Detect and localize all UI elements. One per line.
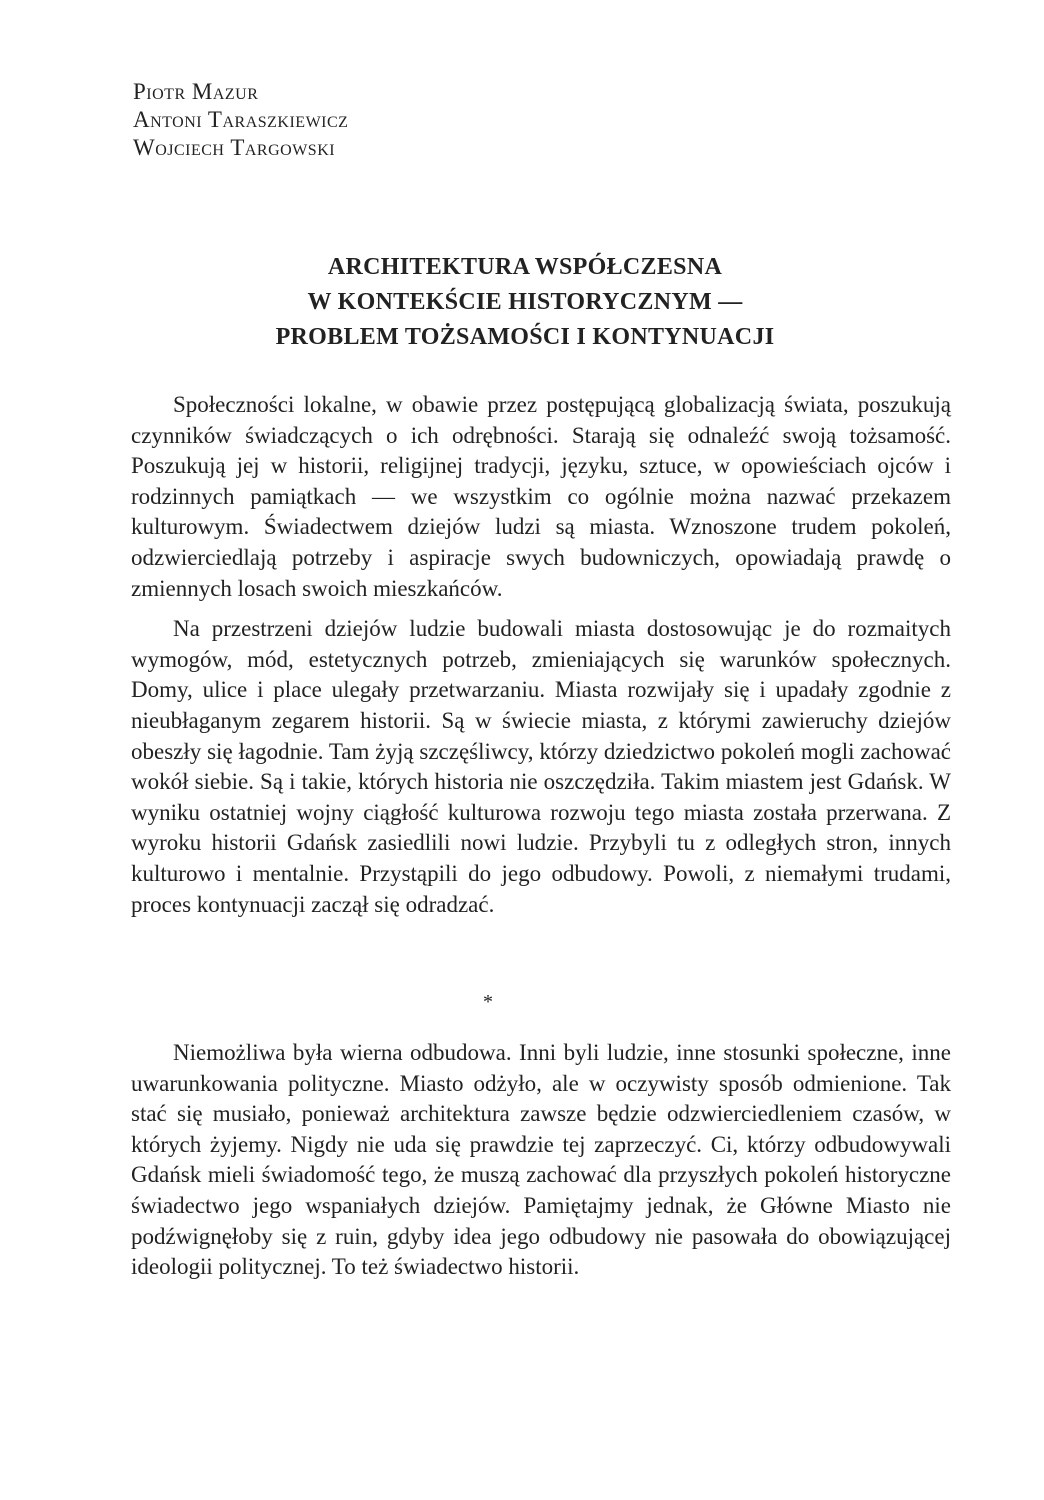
author-name: Antoni Taraszkiewicz <box>133 107 349 132</box>
section-separator: * <box>483 991 493 1013</box>
article-title <box>150 250 900 355</box>
paragraph: Na przestrzeni dziejów ludzie budowali miasta dostosowując je do rozmaitych wymogów, mód, estetycznych potrzeb, zmieniających się warunków społecznych. Domy, ulice i place ulegały przetwarzaniu. Miasta rozwijały się i upadały zgodnie z nieubłaganym zegarem historii. Są w świecie miasta, z którymi zawieruchy dziejów obeszły się łagodnie. Tam żyją szczęśliwcy, którzy dziedzictwo pokoleń mogli zachować wokół siebie. Są i takie, których historia nie oszczędziła. Takim miastem jest Gdańsk. W wyniku ostatniej wojny ciągłość kulturowa rozwoju tego miasta została przerwana. Z wyroku historii Gdańsk zasiedlili nowi ludzie. Przybyli tu z odległych stron, innych kulturowo i mentalnie. Przystąpili do jego odbudowy. Powoli, z niemałymi trudami, proces kontynuacji zaczął się odradzać. <box>131 616 951 917</box>
title-line: ARCHITEKTURA WSPÓŁCZESNA <box>327 254 723 280</box>
paragraph: Społeczności lokalne, w obawie przez postępującą globalizacją świata, poszukują czynników świadczących o ich odrębności. Starają się odnaleźć swoją tożsamość. Poszukują jej w historii, religijnej tradycji, języku, sztuce, w opowieściach ojców i rodzinnych pamiątkach — we wszystkim co ogólnie można nazwać przekazem kulturowym. Świadectwem dziejów ludzi są miasta. Wznoszone trudem pokoleń, odzwierciedlają potrzeby i aspiracje swych budowniczych, opowiadają prawdę o zmiennych losach swoich mieszkańców. <box>131 392 951 601</box>
title-line: W KONTEKŚCIE HISTORYCZNYM — <box>307 289 743 315</box>
body-section-2 <box>131 1038 951 1283</box>
author-list <box>133 78 348 162</box>
body-section-1 <box>131 390 951 920</box>
title-line: PROBLEM TOŻSAMOŚCI I KONTYNUACJI <box>275 324 775 350</box>
author-name: Piotr Mazur <box>133 79 259 104</box>
author-name: Wojciech Targowski <box>133 135 336 160</box>
paragraph: Niemożliwa była wierna odbudowa. Inni byli ludzie, inne stosunki społeczne, inne uwarunkowania polityczne. Miasto odżyło, ale w oczywisty sposób odmienione. Tak stać się musiało, ponieważ architektura zawsze będzie odzwierciedleniem czasów, w których żyjemy. Nigdy nie uda się prawdzie tej zaprzeczyć. Ci, którzy odbudowywali Gdańsk mieli świadomość tego, że muszą zachować dla przyszłych pokoleń historyczne świadectwo jego wspaniałych dziejów. Pamiętajmy jednak, że Główne Miasto nie podźwignęłoby się z ruin, gdyby idea jego odbudowy nie pasowała do obowiązującej ideologii politycznej. To też świadectwo historii. <box>131 1040 951 1280</box>
